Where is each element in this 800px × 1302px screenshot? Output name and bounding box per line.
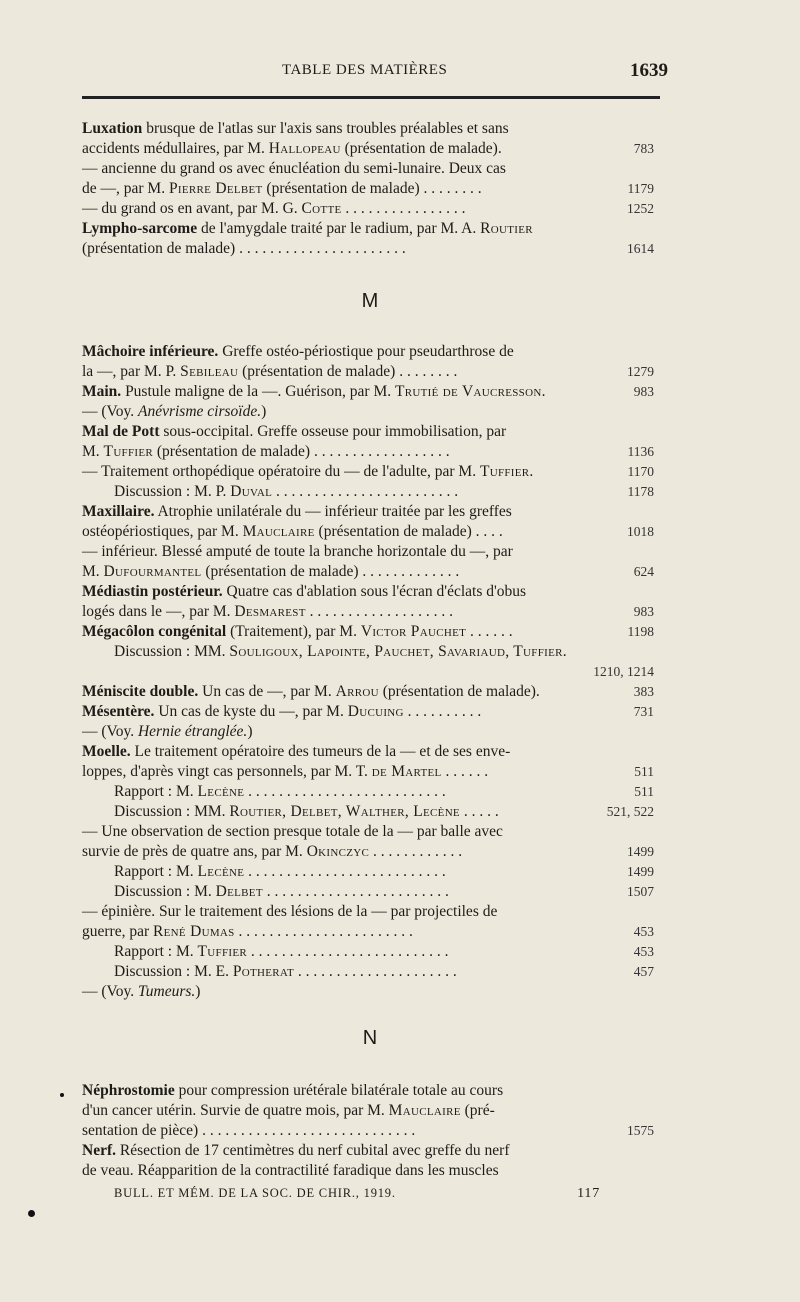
entry-text: Un cas de —, par M. xyxy=(198,683,336,700)
index-line xyxy=(82,362,654,382)
index-line xyxy=(82,602,654,622)
index-line-text xyxy=(82,822,503,842)
author-name: Hallopeau xyxy=(268,140,341,157)
index-line-text xyxy=(82,522,503,542)
author-name: Souligoux, Lapointe, Pauchet, Savariaud, Tuffier. xyxy=(229,643,567,660)
index-line-text xyxy=(82,402,266,422)
index-line xyxy=(82,219,654,239)
index-line-text xyxy=(114,882,449,902)
author-name: Routier xyxy=(480,220,533,237)
entry-text: de —, par M. xyxy=(82,180,169,197)
author-name: René Dumas xyxy=(153,923,235,940)
index-line-text xyxy=(114,962,457,982)
page-reference: 731 xyxy=(633,704,654,719)
page-reference: 1575 xyxy=(627,1123,654,1138)
author-name: Cotte xyxy=(301,200,342,217)
entry-text: Anévrisme cirsoïde. xyxy=(137,403,262,420)
entry-text: Discussion : M. P. xyxy=(114,483,231,500)
index-line-text xyxy=(114,942,449,962)
entry-text: de l'amygdale traité par le radium, par M. A. xyxy=(197,220,481,237)
index-line xyxy=(82,922,654,942)
index-line xyxy=(82,239,654,259)
index-line-text xyxy=(82,502,512,522)
page-reference: 983 xyxy=(633,384,654,399)
index-line xyxy=(82,502,654,522)
footer-page-number: 117 xyxy=(577,1186,600,1201)
entry-text: . . . . . xyxy=(459,803,499,820)
entry-keyword: Lympho-sarcome xyxy=(82,220,198,237)
page-reference: 1136 xyxy=(627,444,654,459)
author-name: Dufourmantel xyxy=(103,563,202,580)
author-name: Okinczyc xyxy=(306,843,370,860)
entry-keyword: Méniscite double. xyxy=(82,683,199,700)
entry-text: (présentation de malade) . . . . . . . . xyxy=(262,180,482,197)
entry-text: — du grand os en avant, par M. G. xyxy=(82,200,302,217)
index-line-text xyxy=(82,762,488,782)
entry-keyword: Maxillaire. xyxy=(82,503,155,520)
page-reference: 1499 xyxy=(627,864,654,879)
index-line-text xyxy=(82,159,506,179)
entry-text: ) xyxy=(195,983,201,1000)
index-line xyxy=(82,742,654,762)
author-name: Tuffier. xyxy=(479,463,534,480)
index-line xyxy=(82,1101,654,1121)
index-line xyxy=(82,702,654,722)
index-line-text xyxy=(82,722,252,742)
index-line xyxy=(114,642,654,662)
index-line-text xyxy=(82,1161,499,1181)
entry-text: (présentation de malade) . . . . . . . . . . . . . . . . . . . . . . xyxy=(82,240,406,257)
index-line-text xyxy=(82,139,502,159)
page-reference: 511 xyxy=(634,764,654,779)
index-line-text xyxy=(114,862,446,882)
entry-text: . . . . . . . . . . . . . . . . . . . . . . . xyxy=(234,923,413,940)
entry-text: Discussion : M. E. xyxy=(114,963,233,980)
author-name: Lecène xyxy=(197,783,245,800)
index-line xyxy=(114,962,654,982)
page-reference: 1178 xyxy=(627,484,654,499)
author-name: Duval xyxy=(230,483,273,500)
index-line xyxy=(82,119,654,139)
index-line-text xyxy=(82,382,546,402)
entry-text: Rapport : M. xyxy=(114,943,198,960)
entry-text: Atrophie unilatérale du — inférieur traitée par les greffes xyxy=(154,503,512,520)
author-name: Routier, Delbet, Walther, Lecène xyxy=(229,803,460,820)
author-name: Arrou xyxy=(335,683,379,700)
index-line-text xyxy=(82,922,413,942)
entry-text: . . . . . . . . . . . . . . . . . . . . . . . . xyxy=(272,483,459,500)
entry-text: d'un cancer utérin. Survie de quatre mois, par M. xyxy=(82,1102,389,1119)
index-line xyxy=(82,682,654,702)
index-line xyxy=(82,382,654,402)
page-reference: 1279 xyxy=(627,364,654,379)
page-reference: 624 xyxy=(633,564,654,579)
index-line-text xyxy=(82,702,481,722)
entry-text: (présentation de malade). xyxy=(340,140,502,157)
entry-keyword: Médiastin postérieur. xyxy=(82,583,223,600)
index-line xyxy=(82,1161,654,1181)
index-line xyxy=(82,982,654,1002)
page-reference: 1252 xyxy=(627,201,654,216)
entry-text: — inférieur. Blessé amputé de toute la branche horizontale du —, par xyxy=(82,543,513,560)
entry-text: . . . . . . . . . . . . . . . . . . . . . . . . . . xyxy=(244,783,446,800)
entry-text: . . . . . . . . . . . . . . . . . . . . . . . . . . xyxy=(247,943,449,960)
index-line-text xyxy=(82,199,466,219)
entry-text: Pustule maligne de la —. Guérison, par M. xyxy=(121,383,395,400)
index-line-text xyxy=(82,462,534,482)
entry-text: Tumeurs. xyxy=(137,983,196,1000)
page-reference: 1179 xyxy=(627,181,654,196)
entry-text: . . . . . . xyxy=(466,623,513,640)
entry-text: — (Voy. xyxy=(82,723,138,740)
index-line xyxy=(114,942,654,962)
entry-text: (pré- xyxy=(460,1102,495,1119)
entry-keyword: Moelle. xyxy=(82,743,131,760)
entry-text: de veau. Réapparition de la contractilité faradique dans les muscles xyxy=(82,1162,499,1179)
index-line xyxy=(114,482,654,502)
index-line-text xyxy=(82,239,406,259)
index-line xyxy=(82,139,654,159)
index-line-text xyxy=(82,1141,510,1161)
index-line-text xyxy=(82,742,510,762)
index-line xyxy=(82,622,654,642)
index-line-text xyxy=(82,442,450,462)
footer-text: BULL. ET MÉM. DE LA SOC. DE CHIR., 1919. xyxy=(114,1186,396,1200)
page-reference: 511 xyxy=(634,784,654,799)
index-line-text xyxy=(114,642,567,662)
entry-text: . . . . . . . . . . . . . . . . . . . xyxy=(305,603,453,620)
page-reference: 453 xyxy=(633,944,654,959)
entry-text: survie de près de quatre ans, par M. xyxy=(82,843,307,860)
author-name: Trutié de Vaucresson. xyxy=(394,383,546,400)
index-line xyxy=(82,342,654,362)
index-line-text xyxy=(82,562,459,582)
entry-keyword: Luxation xyxy=(82,120,143,137)
page-reference: 783 xyxy=(633,141,654,156)
index-line xyxy=(82,902,654,922)
entry-text: (présentation de malade) . . . . . . . . xyxy=(238,363,458,380)
index-line-text xyxy=(82,179,482,199)
page-footer xyxy=(114,1186,600,1201)
index-line-text xyxy=(82,1121,415,1141)
index-line xyxy=(82,199,654,219)
entry-text: (présentation de malade) . . . . . . . . . . . . . . . . . . xyxy=(153,443,450,460)
author-name: Tuffier xyxy=(197,943,247,960)
index-line xyxy=(82,722,654,742)
entry-text: . . . . . . xyxy=(441,763,489,780)
index-line-text xyxy=(82,602,453,622)
page-reference: 1018 xyxy=(627,524,654,539)
index-line xyxy=(82,179,654,199)
index-line xyxy=(82,462,654,482)
index-line xyxy=(82,762,654,782)
entry-text: M. xyxy=(82,563,104,580)
entry-text: — Une observation de section presque totale de la — par balle avec xyxy=(82,823,503,840)
entry-text: Greffe ostéo-périostique pour pseudarthrose de xyxy=(218,343,514,360)
page-reference: 383 xyxy=(633,684,654,699)
index-line xyxy=(82,1121,654,1141)
index-line xyxy=(82,822,654,842)
index-line xyxy=(82,542,654,562)
index-line xyxy=(82,662,654,682)
index-line xyxy=(82,1081,654,1101)
index-line-text xyxy=(82,362,457,382)
entry-text: sous-occipital. Greffe osseuse pour immobilisation, par xyxy=(159,423,507,440)
entry-text: pour compression urétérale bilatérale totale au cours xyxy=(174,1082,504,1099)
entry-keyword: Néphrostomie xyxy=(82,1082,175,1099)
author-name: Delbet xyxy=(215,883,263,900)
entry-keyword: Mégacôlon congénital xyxy=(82,623,227,640)
entry-text: (Traitement), par M. xyxy=(226,623,361,640)
page-reference: 521, 522 xyxy=(606,804,654,819)
ink-spot xyxy=(60,1093,64,1097)
entry-text: — épinière. Sur le traitement des lésions de la — par projectiles de xyxy=(82,903,498,920)
index-line-text xyxy=(82,1101,495,1121)
index-line xyxy=(82,582,654,602)
entry-text: ostéopériostiques, par M. xyxy=(82,523,243,540)
author-name: Mauclaire xyxy=(388,1102,461,1119)
author-name: Tuffier xyxy=(103,443,154,460)
entry-text: — ancienne du grand os avec énucléation du semi-lunaire. Deux cas xyxy=(82,160,506,177)
entry-text: logés dans le —, par M. xyxy=(82,603,235,620)
entry-text: M. xyxy=(82,443,104,460)
entry-keyword: Mâchoire inférieure. xyxy=(82,343,219,360)
entry-keyword: Mésentère. xyxy=(82,703,155,720)
entry-text: sentation de pièce) . . . . . . . . . . . . . . . . . . . . . . . . . . . . xyxy=(82,1122,416,1139)
author-name: Potherat xyxy=(232,963,294,980)
entry-text: — Traitement orthopédique opératoire du — de l'adulte, par M. xyxy=(82,463,480,480)
entry-text: . . . . . . . . . . xyxy=(403,703,482,720)
index-line xyxy=(82,159,654,179)
entry-text: Le traitement opératoire des tumeurs de la — et de ses enve- xyxy=(130,743,511,760)
entry-text: Discussion : MM. xyxy=(114,643,230,660)
running-header xyxy=(82,60,668,86)
entry-text: — (Voy. xyxy=(82,983,138,1000)
entry-keyword: Main. xyxy=(82,383,122,400)
author-name: Mauclaire xyxy=(242,523,315,540)
page-reference: 453 xyxy=(633,924,654,939)
entry-text: . . . . . . . . . . . . xyxy=(369,843,463,860)
author-name: Pierre Delbet xyxy=(168,180,263,197)
entry-text: Quatre cas d'ablation sous l'écran d'éclats d'obus xyxy=(222,583,527,600)
author-name: Lecène xyxy=(197,863,245,880)
index-line xyxy=(114,782,654,802)
index-line xyxy=(114,882,654,902)
entry-text: . . . . . . . . . . . . . . . . . . . . . xyxy=(293,963,457,980)
entry-text: Un cas de kyste du —, par M. xyxy=(154,703,348,720)
entry-text: Rapport : M. xyxy=(114,863,198,880)
index-line-text xyxy=(82,982,200,1002)
section-letter-n: N xyxy=(362,1027,378,1049)
page-reference: 1499 xyxy=(627,844,654,859)
section-letter-m: M xyxy=(361,290,379,312)
index-line xyxy=(82,562,654,582)
index-line xyxy=(82,442,654,462)
entry-text: Rapport : M. xyxy=(114,783,198,800)
index-line-text xyxy=(82,902,497,922)
entry-text: (présentation de malade). xyxy=(378,683,540,700)
page-reference: 1198 xyxy=(627,624,654,639)
entry-text: Discussion : MM. xyxy=(114,803,230,820)
index-line-text xyxy=(82,342,514,362)
index-line xyxy=(114,802,654,822)
entry-text: la —, par M. P. xyxy=(82,363,181,380)
index-line-text xyxy=(82,622,513,642)
index-line-text xyxy=(82,1081,503,1101)
index-line xyxy=(82,842,654,862)
author-name: Sebileau xyxy=(180,363,239,380)
entry-text: loppes, d'après vingt cas personnels, par M. T. xyxy=(82,763,372,780)
index-line xyxy=(82,522,654,542)
author-name: de Martel xyxy=(371,763,442,780)
index-line-text xyxy=(82,842,462,862)
entry-text: Hernie étranglée. xyxy=(137,723,248,740)
author-name: Desmarest xyxy=(234,603,306,620)
index-line xyxy=(82,422,654,442)
index-line-text xyxy=(82,119,509,139)
index-line-text xyxy=(114,802,499,822)
entry-text: . . . . . . . . . . . . . . . . . . . . . . . . xyxy=(262,883,449,900)
author-name: Ducuing xyxy=(347,703,404,720)
index-line-text xyxy=(114,482,458,502)
entry-text: — (Voy. xyxy=(82,403,138,420)
entry-keyword: Nerf. xyxy=(82,1142,116,1159)
ink-spot xyxy=(28,1210,35,1217)
entry-text: ) xyxy=(261,403,267,420)
index-line-text xyxy=(82,422,506,442)
author-name: Victor Pauchet xyxy=(360,623,467,640)
header-page-number: 1639 xyxy=(630,60,668,81)
index-line-text xyxy=(82,582,526,602)
header-title: TABLE DES MATIÈRES xyxy=(282,62,448,78)
entry-text: . . . . . . . . . . . . . . . . xyxy=(341,200,466,217)
page-reference: 983 xyxy=(633,604,654,619)
page-reference: 1507 xyxy=(627,884,654,899)
index-line-text xyxy=(114,782,446,802)
entry-text: brusque de l'atlas sur l'axis sans troubles préalables et sans xyxy=(142,120,509,137)
index-line xyxy=(114,862,654,882)
page-reference: 457 xyxy=(633,964,654,979)
page-reference: 1170 xyxy=(627,464,654,479)
page-reference: 1614 xyxy=(627,241,654,256)
entry-text: ) xyxy=(247,723,253,740)
entry-text: accidents médullaires, par M. xyxy=(82,140,269,157)
index-line-text xyxy=(82,542,513,562)
entry-text: . . . . . . . . . . . . . . . . . . . . . . . . . . xyxy=(244,863,446,880)
index-line xyxy=(82,402,654,422)
entry-keyword: Mal de Pott xyxy=(82,423,160,440)
entry-text: (présentation de malade) . . . . . . . . . . . . . xyxy=(201,563,460,580)
entry-text: Discussion : M. xyxy=(114,883,216,900)
entry-text: Résection de 17 centimètres du nerf cubital avec greffe du nerf xyxy=(116,1142,510,1159)
page-reference: 1210, 1214 xyxy=(593,664,654,679)
index-line xyxy=(82,1141,654,1161)
entry-text: (présentation de malade) . . . . xyxy=(314,523,503,540)
index-line-text xyxy=(82,682,540,702)
index-line-text xyxy=(82,219,533,239)
entry-text: guerre, par xyxy=(82,923,153,940)
header-rule xyxy=(82,96,660,99)
